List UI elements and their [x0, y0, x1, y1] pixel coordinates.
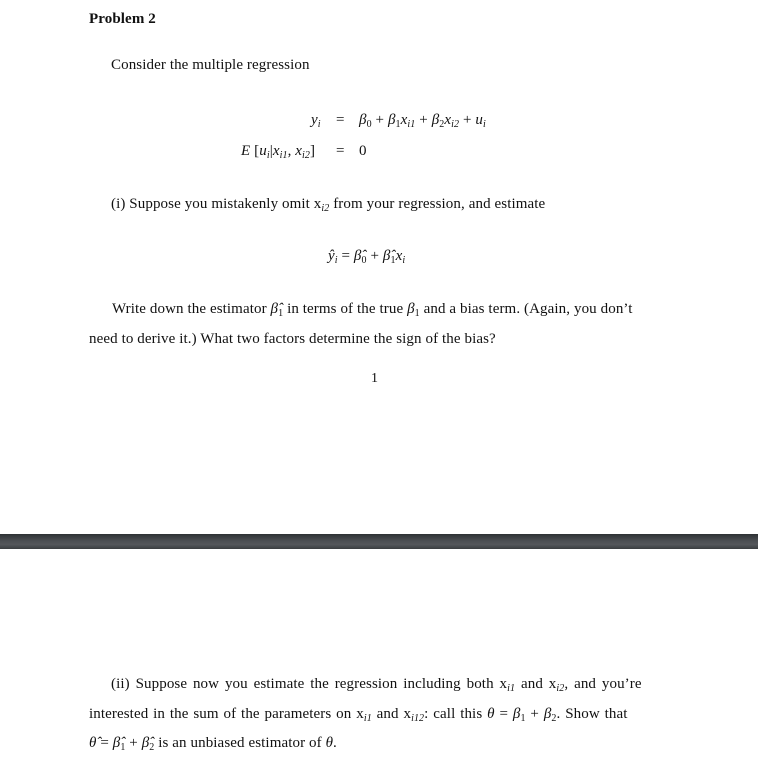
part-ii-line-3: θ̂ = $\betâ_1$ + $\betâ_2$ is an unbiased estimator of θ.	[89, 735, 337, 753]
part-ii-line-2: interested in the sum of the parameters on $x_{i1}$ and $x_{i12}$: call this $\theta = \beta_1 + \beta_2$. Show that	[89, 706, 628, 724]
page-separator	[0, 534, 758, 549]
equation-1-rhs: $\beta_0 + \beta_1x_{i1} + \beta_2x_{i2} + u_i$	[359, 112, 486, 130]
equation-1-lhs: $y_i$	[311, 112, 321, 130]
problem-heading: Problem 2	[89, 11, 156, 27]
estimate-equation: $ŷ_i$ = $\betâ_0$ + $\betâ_1x_i$	[328, 248, 406, 266]
part-i-question-line-1: Write down the estimator $\betâ_1$ in terms of the true $\beta_1$ and a bias term. (Again, you don’t	[112, 301, 633, 319]
equation-2-lhs: E [$u_i|x_{i1}$, $x_{i2}$]	[241, 143, 316, 161]
equation-2-equals: =	[336, 143, 345, 159]
intro-text: Consider the multiple regression	[111, 57, 310, 73]
equation-2-rhs: 0	[359, 143, 367, 159]
part-ii-line-1: (ii) Suppose now you estimate the regression including both $x_{i1}$ and $x_{i2}$, and you’re	[111, 676, 642, 694]
part-i-question-line-2: need to derive it.) What two factors determine the sign of the bias?	[89, 331, 496, 347]
equation-1-equals: =	[336, 112, 345, 128]
page-number: 1	[371, 371, 379, 386]
document-page-2	[0, 549, 758, 766]
part-i-prompt: (i) Suppose you mistakenly omit $x_{i2}$ from your regression, and estimate	[111, 196, 546, 214]
